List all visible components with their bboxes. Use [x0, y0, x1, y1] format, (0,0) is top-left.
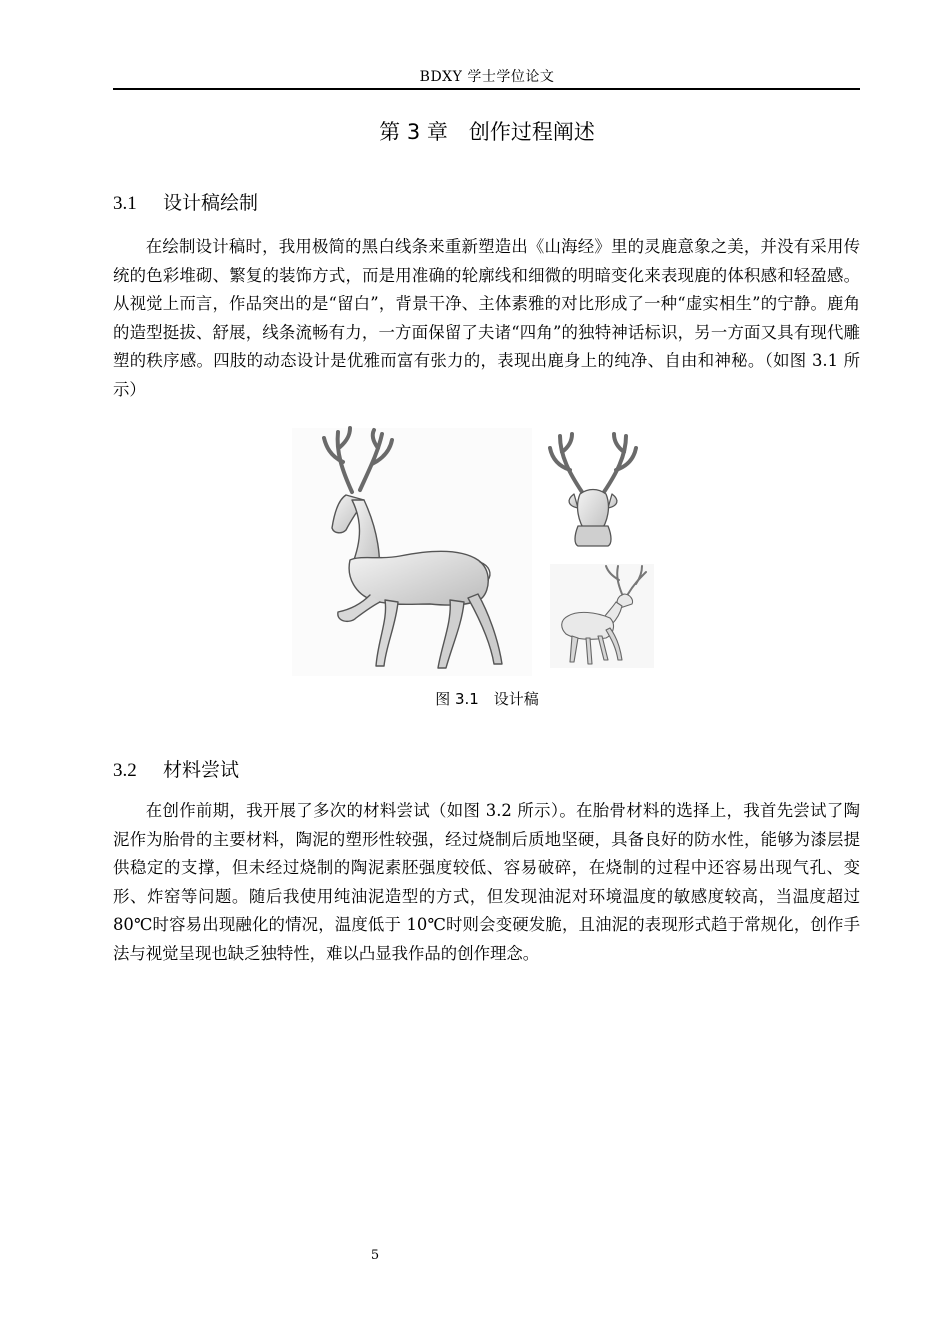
deer-small-sketch	[550, 564, 654, 668]
section-heading-3-2	[113, 755, 239, 782]
page-number: 5	[370, 1248, 380, 1263]
section-number: 3.1	[113, 193, 137, 214]
figure-caption: 图 3.1 设计稿	[435, 690, 539, 708]
section-title: 设计稿绘制	[163, 192, 259, 214]
running-header: BDXY 学士学位论文	[419, 69, 555, 85]
deer-large-sketch	[292, 428, 532, 676]
paragraph-3-1: 在绘制设计稿时，我用极简的黑白线条来重新塑造出《山海经》里的灵鹿意象之美，并没有采用传统的色彩堆砌、繁复的装饰方式，而是用准确的轮廓线和细微的明暗变化来表现鹿的体积感和轻盈感。从视觉上而言，作品突出的是“留白”，背景干净、主体素雅的对比形成了一种“虚实相生”的宁静。鹿角的造型挺拔、舒展，线条流畅有力，一方面保留了夫诸“四角”的独特神话标识，另一方面又具有现代雕塑的秩序感。四肢的动态设计是优雅而富有张力的，表现出鹿身上的纯净、自由和神秘。（如图 3.1 所示）	[113, 237, 860, 399]
paragraph-3-2: 在创作前期，我开展了多次的材料尝试（如图 3.2 所示）。在胎骨材料的选择上，我首先尝试了陶泥作为胎骨的主要材料，陶泥的塑形性较强，经过烧制后质地坚硬，具备良好的防水性，能够为漆层提供稳定的支撑，但未经过烧制的陶泥素胚强度较低、容易破碎，在烧制的过程中还容易出现气孔、变形、炸窑等问题。随后我使用纯油泥造型的方式，但发现油泥对环境温度的敏感度较高，当温度超过 80℃时容易出现融化的情况，温度低于 10℃时则会变硬发脆，且油泥的表现形式趋于常规化，创作手法与视觉呈现也缺乏独特性，难以凸显我作品的创作理念。	[113, 801, 860, 963]
deer-head-sketch	[550, 434, 636, 546]
section-title: 材料尝试	[163, 759, 240, 781]
chapter-title: 第 3 章 创作过程阐述	[379, 120, 595, 144]
section-number: 3.2	[113, 760, 137, 781]
